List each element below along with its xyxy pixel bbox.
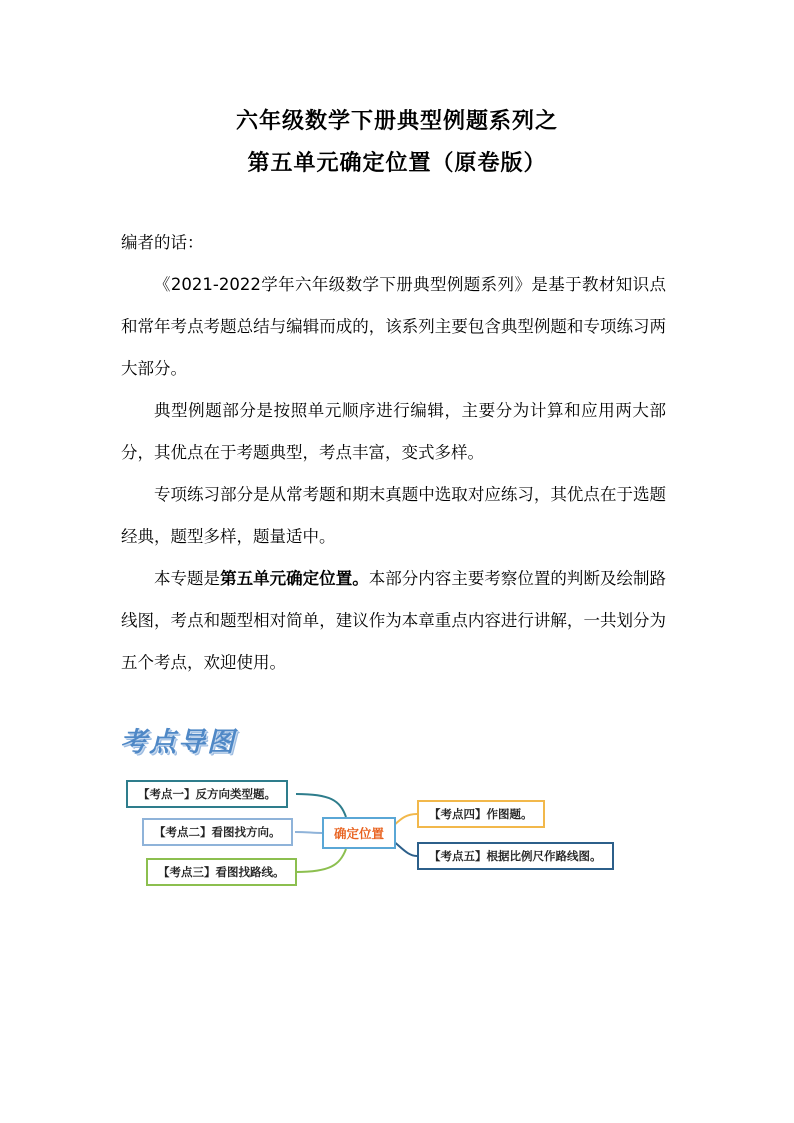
mindmap-center-node: 确定位置 xyxy=(322,817,396,849)
page-title-line2: 第五单元确定位置（原卷版） xyxy=(247,151,547,176)
intro-paragraph-1: 《2021-2022学年六年级数学下册典型例题系列》是基于教材知识点和常年考点考题总结与编辑而成的，该系列主要包含典型例题和专项练习两大部分。 xyxy=(121,275,666,378)
p4-prefix: 本专题是 xyxy=(154,569,221,588)
mindmap-node-point5: 【考点五】根据比例尺作路线图。 xyxy=(417,842,614,870)
mindmap-node-point2: 【考点二】看图找方向。 xyxy=(142,818,293,846)
editor-greeting: 编者的话： xyxy=(121,233,204,252)
page-title-line1: 六年级数学下册典型例题系列之 xyxy=(235,109,558,134)
p4-bold-topic: 第五单元确定位置。 xyxy=(220,569,369,588)
connector-node1 xyxy=(296,794,346,817)
intro-paragraph-3: 专项练习部分是从常考题和期末真题中选取对应练习，其优点在于选题经典，题型多样，题量适中。 xyxy=(121,485,666,546)
intro-paragraph-2: 典型例题部分是按照单元顺序进行编辑，主要分为计算和应用两大部分，其优点在于考题典型，考点丰富，变式多样。 xyxy=(121,401,666,462)
mindmap-node-point1: 【考点一】反方向类型题。 xyxy=(126,780,288,808)
connector-node2 xyxy=(295,832,322,833)
section-title-mindmap: 考点导图 xyxy=(120,727,236,758)
mindmap-node-point4: 【考点四】作图题。 xyxy=(417,800,545,828)
intro-paragraph-4 xyxy=(121,558,666,684)
mindmap-node-point3: 【考点三】看图找路线。 xyxy=(146,858,297,886)
p4-suffix: 本部分内容主要考察位置的判断及绘制路线图，考点和题型相对简单，建议作为本章重点内容进行讲解，一共划分为五个考点，欢迎使用。 xyxy=(121,569,667,672)
connector-node3 xyxy=(296,849,346,872)
